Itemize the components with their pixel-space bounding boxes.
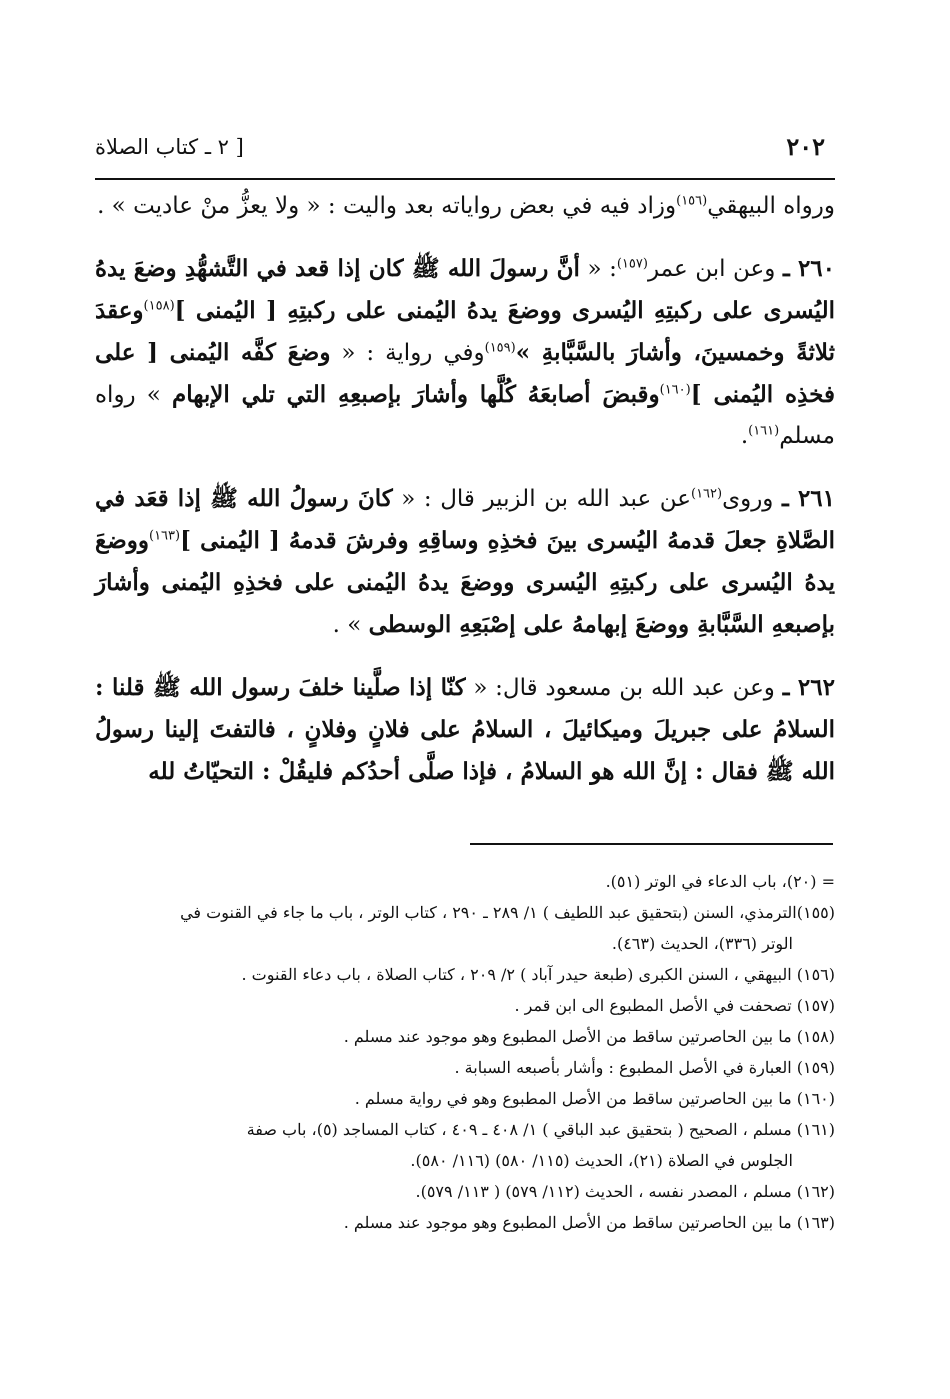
hadith-number: ٢٦٠ ـ [782, 255, 835, 282]
hadith-261 [95, 478, 835, 646]
footnote-ref[interactable]: (١٦٢) [690, 486, 723, 502]
footnote-161-cont: الجلوس في الصلاة (٢١)، الحديث (١١٥/ ٥٨٠) (١١٦/ ٥٨٠). [410, 1151, 793, 1170]
header-rule [95, 178, 835, 180]
text-run: » رواه مسلم [95, 382, 835, 449]
footnote-156: (١٥٦) البيهقي ، السنن الكبرى (طبعة حيدر آباد ) ٢/ ٢٠٩ ، كتاب الصلاة ، باب دعاء القنوت . [241, 965, 835, 984]
hadith-text: كانَ رسولُ الله ﷺ إذا قعَد في الصَّلاةِ جعلَ قدمهُ اليُسرى بينَ فخذِهِ وساقِهِ وفرشَ قدمهُ [ اليُمنى ] [95, 485, 835, 554]
footnote-ref[interactable]: (١٦٠) [659, 382, 691, 398]
footnote-157: (١٥٧) تصحفت في الأصل المطبوع الى ابن قمر . [514, 996, 835, 1015]
hadith-text: كنّا إذا صلَّينا خلفَ رسول الله ﷺ قلنا : السلامُ على جبريلَ وميكائيلَ ، السلامُ على فلانٍ وفلانٍ ، فالتفتَ إلينا رسولُ الله ﷺ فقال : إنَّ الله هو السلامُ ، فإذا صلَّى أحدُكم فليقُلْ : التحيّاتُ لله [95, 674, 835, 785]
running-header [95, 132, 825, 162]
footnote-ref[interactable]: (١٦٣) [149, 528, 181, 544]
paragraph-0 [95, 186, 835, 227]
hadith-text: وقبضَ أصابعَهُ كُلَّها وأشارَ بإصبعِهِ التي تلي الإبهام [172, 381, 660, 408]
chapter-title: [ ٢ ـ كتاب الصلاة [95, 135, 244, 159]
footnote-158: (١٥٨) ما بين الحاصرتين ساقط من الأصل المطبوع وهو موجود عند مسلم . [343, 1027, 835, 1046]
footnote-163: (١٦٣) ما بين الحاصرتين ساقط من الأصل المطبوع وهو موجود عند مسلم . [343, 1213, 835, 1232]
text-run: » . [332, 612, 369, 638]
text-run: وعن عبد الله بن مسعود قال: « [465, 675, 775, 701]
footnote-160: (١٦٠) ما بين الحاصرتين ساقط من الأصل المطبوع وهو في رواية مسلم . [354, 1089, 835, 1108]
hadith-text: ووضعَ يدهُ اليُسرى على ركبتِهِ اليُسرى ووضعَ يدهُ اليُمنى على فخذِهِ اليُمنى وأشارَ بإصبعهِ السَّبَّابةِ ووضعَ إبهامهُ على إصْبَعِهِ الوسطى [95, 527, 835, 638]
text-run: عن عبد الله بن الزبير قال : « [392, 486, 691, 512]
footnote-ref[interactable]: (١٥٨) [143, 298, 175, 314]
hadith-text: وعقدَ ثلاثةً وخمسينَ، وأشارَ بالسَّبَّابةِ » [95, 297, 835, 366]
text-run: ورواه البيهقي [707, 193, 835, 219]
hadith-260 [95, 248, 835, 457]
footnote-rule [470, 843, 833, 845]
hadith-number: ٢٦١ ـ [781, 485, 836, 512]
hadith-262 [95, 667, 835, 793]
text-run: . [740, 423, 749, 449]
footnote-continuation: = (٢٠)، باب الدعاء في الوتر (٥١). [605, 872, 835, 891]
footnote-161: (١٦١) مسلم ، الصحيح ( بتحقيق عبد الباقي ) ١/ ٤٠٨ ـ ٤٠٩ ، كتاب المساجد (٥)، باب صفة [246, 1120, 835, 1139]
hadith-number: ٢٦٢ ـ [782, 674, 835, 701]
text-run: وزاد فيه في بعض رواياته بعد واليت : « ولا يعزُّ منْ عاديت » . [97, 193, 677, 219]
footnote-ref[interactable]: (١٦١) [748, 423, 780, 439]
main-text [95, 186, 835, 793]
footnote-159: (١٥٩) العبارة في الأصل المطبوع : وأشار بأصبعه السبابة . [454, 1058, 835, 1077]
text-run: وفي رواية : « [330, 340, 485, 366]
text-run: : « [579, 256, 617, 282]
footnote-ref[interactable]: (١٥٩) [484, 340, 516, 356]
footnote-ref[interactable]: (١٥٧) [616, 256, 648, 272]
text-run: وعن ابن عمر [647, 256, 776, 282]
hadith-text: وضعَ كفَّه اليُمنى [ على فخذِه اليُمنى ] [95, 339, 835, 408]
footnote-155-cont: الوتر (٣٣٦)، الحديث (٤٦٣). [611, 934, 793, 953]
footnote-155: (١٥٥)الترمذي، السنن (بتحقيق عبد اللطيف ) ١/ ٢٨٩ ـ ٢٩٠ ، كتاب الوتر ، باب ما جاء في القنوت في [180, 903, 835, 922]
footnotes [95, 866, 835, 1238]
text-run: وروى [722, 486, 774, 512]
footnote-162: (١٦٢) مسلم ، المصدر نفسه ، الحديث (١١٢/ ٥٧٩) ( ١١٣/ ٥٧٩). [415, 1182, 835, 1201]
page-number: ٢٠٢ [786, 132, 825, 161]
hadith-text: أنَّ رسولَ الله ﷺ كان إذا قعد في التَّشهُّدِ وضعَ يدهُ اليُسرى على ركبتِهِ اليُسرى ووضعَ يدهُ اليُمنى على ركبتِهِ [ اليُمنى ] [95, 255, 835, 324]
footnote-ref[interactable]: (١٥٦) [676, 193, 708, 209]
